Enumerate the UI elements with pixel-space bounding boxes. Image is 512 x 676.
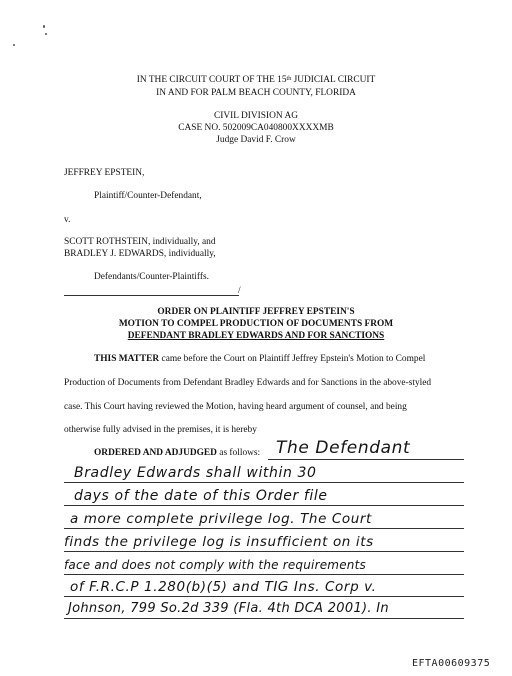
court-heading-pre: IN THE CIRCUIT COURT OF THE 15 xyxy=(136,75,287,85)
plaintiff-role: Plaintiff/Counter-Defendant, xyxy=(94,191,202,201)
civil-division: CIVIL DIVISION AG xyxy=(213,111,299,121)
handwritten-line-3: days of the date of this Order file xyxy=(74,488,328,504)
this-matter-lead: THIS MATTER xyxy=(94,354,160,364)
versus: v. xyxy=(64,215,71,225)
court-heading-line2: IN AND FOR PALM BEACH COUNTY, FLORIDA xyxy=(156,88,356,98)
court-heading-post: JUDICIAL CIRCUIT xyxy=(291,75,376,85)
order-title-line3: DEFENDANT BRADLEY EDWARDS AND FOR SANCTIONS xyxy=(127,331,385,341)
scan-speck xyxy=(45,33,47,35)
handwriting-rule-2 xyxy=(64,482,464,483)
ordered-adjudged-line xyxy=(94,447,260,459)
bates-number: EFTA00609375 xyxy=(412,658,491,669)
handwritten-line-1: The Defendant xyxy=(276,438,411,458)
handwriting-rule-6 xyxy=(64,574,464,575)
handwriting-rule-3 xyxy=(64,505,464,506)
ordered-adjudged-tail: as follows: xyxy=(216,448,261,458)
defendant-rothstein: SCOTT ROTHSTEIN, individually, and xyxy=(64,237,216,247)
court-heading-sup: th xyxy=(286,76,292,82)
handwriting-rule-5 xyxy=(64,551,464,552)
handwriting-rule-4 xyxy=(64,528,464,529)
order-title-line1: ORDER ON PLAINTIFF JEFFREY EPSTEIN'S xyxy=(157,307,355,317)
handwritten-line-5: finds the privilege log is insufficient on its xyxy=(64,534,374,550)
body-line-4: otherwise fully advised in the premises, it is hereby xyxy=(64,425,257,435)
case-number: CASE NO. 502009CA040800XXXXMB xyxy=(178,123,334,133)
handwritten-line-8: Johnson, 799 So.2d 339 (Fla. 4th DCA 2001). In xyxy=(68,601,389,616)
handwritten-line-6: face and does not comply with the requirements xyxy=(64,558,366,572)
handwriting-rule-7 xyxy=(64,596,464,597)
scan-speck xyxy=(43,25,45,28)
handwritten-line-2: Bradley Edwards shall within 30 xyxy=(74,465,317,481)
ordered-adjudged-lead: ORDERED AND ADJUDGED xyxy=(94,448,217,458)
handwriting-rule-8 xyxy=(64,618,464,619)
body-line-2: Production of Documents from Defendant Bradley Edwards and for Sanctions in the above-styled xyxy=(64,378,432,388)
defendant-role: Defendants/Counter-Plaintiffs. xyxy=(94,272,209,282)
body-line-3: case. This Court having reviewed the Motion, having heard argument of counsel, and being xyxy=(64,402,407,412)
defendant-edwards: BRADLEY J. EDWARDS, individually, xyxy=(64,249,216,259)
body-line-1 xyxy=(94,353,425,365)
caption-rule xyxy=(64,295,239,296)
judge-name: Judge David F. Crow xyxy=(216,135,296,145)
handwritten-line-7: of F.R.C.P 1.280(b)(5) and TIG Ins. Corp v. xyxy=(70,579,377,595)
handwriting-rule-1 xyxy=(268,459,464,460)
caption-slash: / xyxy=(238,286,241,296)
body-line-1-text: came before the Court on Plaintiff Jeffrey Epstein's Motion to Compel xyxy=(159,354,426,364)
order-title-line2: MOTION TO COMPEL PRODUCTION OF DOCUMENTS FROM xyxy=(118,319,394,329)
handwritten-line-4: a more complete privilege log. The Court xyxy=(70,511,372,527)
court-heading-line1 xyxy=(0,74,512,86)
scan-speck xyxy=(13,44,15,46)
plaintiff-name: JEFFREY EPSTEIN, xyxy=(64,168,145,178)
